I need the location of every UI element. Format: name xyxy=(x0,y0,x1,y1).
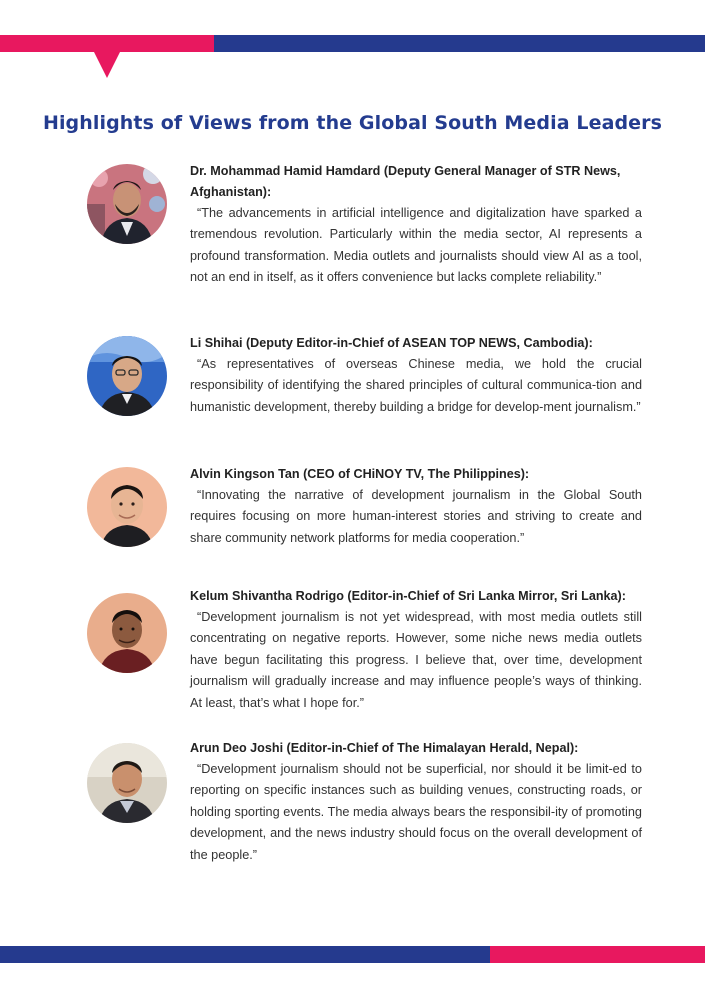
leader-name: Dr. Mohammad Hamid Hamdard (Deputy General Manager of STR News, Afghanistan): xyxy=(190,164,621,199)
leader-name: Arun Deo Joshi (Editor-in-Chief of The Himalayan Herald, Nepal): xyxy=(190,741,579,755)
bottom-accent-bar-blue xyxy=(0,946,490,963)
top-pointer-triangle xyxy=(94,52,120,78)
bottom-accent-bar-pink xyxy=(490,946,705,963)
avatar-hamdard xyxy=(87,164,167,244)
leader-quote: “The advancements in artificial intelligence and digitalization have sparked a tremendous revolution. Particularly within the media sector, AI represents a profound transformation. Media outlets and journalists should view AI as a tool, not an end in itself, as it offers convenience but lacks complete reliability.” xyxy=(190,206,642,285)
leader-name: Li Shihai (Deputy Editor-in-Chief of ASEAN TOP NEWS, Cambodia): xyxy=(190,336,593,350)
avatar-kelum-rodrigo xyxy=(87,593,167,673)
page-title: Highlights of Views from the Global South Media Leaders xyxy=(42,112,663,134)
leader-name: Kelum Shivantha Rodrigo (Editor-in-Chief of Sri Lanka Mirror, Sri Lanka): xyxy=(190,589,626,603)
avatar-li-shihai xyxy=(87,336,167,416)
leader-name: Alvin Kingson Tan (CEO of CHiNOY TV, The Philippines): xyxy=(190,467,530,481)
leader-quote: “Development journalism should not be superficial, nor should it be limit-ed to reporting on specific instances such as building venues, constructing roads, or holding sporting events. The media always bears the responsibil-ity of promoting development, and the news industry should focus on the overall development of the people.” xyxy=(190,762,642,862)
top-accent-bar-pink xyxy=(0,35,214,52)
avatar-alvin-tan xyxy=(87,467,167,547)
avatar-arun-joshi xyxy=(87,743,167,823)
leader-quote: “As representatives of overseas Chinese media, we hold the crucial responsibility of identifying the shared principles of cultural communica-tion and humanistic development, thereby building a bridge for develop-ment journalism.” xyxy=(190,357,642,414)
top-accent-bar-blue xyxy=(214,35,705,52)
leader-quote: “Development journalism is not yet widespread, with most media outlets still concentrating on negative reports. However, some niche news media outlets have begun facilitating this progress. I believe that, over time, development journalism will gradually increase and may influence people’s ways of thinking. At least, that’s what I hope for.” xyxy=(190,610,642,710)
leader-quote: “Innovating the narrative of development journalism in the Global South requires focusing on more human-interest stories and striving to create and share community network platforms for media cooperation.” xyxy=(190,488,642,545)
